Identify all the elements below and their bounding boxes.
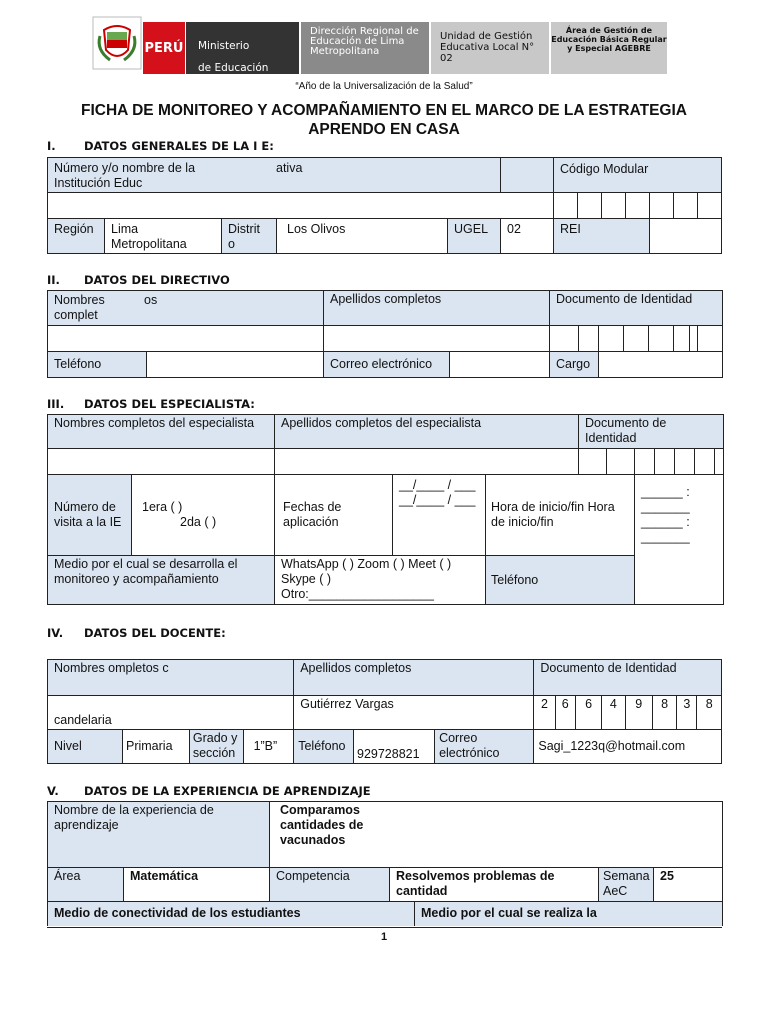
section-1-number: I.: [47, 139, 56, 153]
ugel-block: Unidad de Gestión Educativa Local N° 02: [431, 22, 549, 74]
doc-digit[interactable]: [675, 449, 695, 475]
directivo-nombres-label-cell: [48, 291, 324, 326]
directivo-telefono-label: Teléfono: [48, 352, 147, 378]
docente-nombre-value: candelaria: [48, 696, 294, 730]
ie-name-label: Número y/o nombre de la Institución Educ: [54, 161, 196, 190]
dni-digit: 3: [677, 696, 697, 730]
section-5-title: DATOS DE LA EXPERIENCIA DE APRENDIZAJE: [84, 784, 371, 798]
codigo-digit[interactable]: [650, 193, 674, 219]
semana-label: Semana AeC: [599, 868, 654, 902]
codigo-digit[interactable]: [626, 193, 650, 219]
section-1-heading: [47, 139, 647, 153]
doc-digit[interactable]: [550, 326, 579, 352]
codigo-digit[interactable]: [578, 193, 602, 219]
distrito-label: Distrit o: [222, 219, 277, 254]
region-value: Lima Metropolitana: [105, 219, 222, 254]
directivo-cargo-label: Cargo: [550, 352, 599, 378]
directivo-cargo-input[interactable]: [599, 352, 723, 378]
doc-digit[interactable]: [607, 449, 635, 475]
section-3-heading: [47, 397, 647, 411]
ie-table: [47, 157, 722, 254]
distrito-value: Los Olivos: [277, 219, 448, 254]
experiencia-nombre-label: Nombre de la experiencia de aprendizaje: [48, 802, 270, 868]
conectividad-label: Medio de conectividad de los estudiantes: [48, 902, 415, 926]
dre-block: Dirección Regional de Educación de Lima Metropolitana: [301, 22, 429, 74]
especialista-apellidos-input[interactable]: [275, 449, 579, 475]
doc-digit[interactable]: [579, 326, 599, 352]
directivo-nombres-label-b: os: [144, 293, 158, 307]
competencia-value: Resolvemos problemas de cantidad: [390, 868, 599, 902]
ugel-label: UGEL: [448, 219, 501, 254]
docente-apellido-value: Gutiérrez Vargas: [294, 696, 534, 730]
fechas-value[interactable]: __/____ / ___ __/____ / ___: [393, 475, 486, 556]
especialista-doc-label: Documento de Identidad: [579, 415, 724, 449]
directivo-table: [47, 290, 723, 378]
section-4-heading: [47, 626, 647, 640]
dni-digit: 9: [625, 696, 652, 730]
directivo-apellidos-label: Apellidos completos: [324, 291, 550, 326]
doc-digit[interactable]: [624, 326, 649, 352]
hora-label: Hora de inicio/fin Hora de inicio/fin: [486, 475, 635, 556]
section-2-number: II.: [47, 273, 60, 287]
directivo-correo-label: Correo electrónico: [324, 352, 450, 378]
experiencia-nombre-value: Comparamos cantidades de vacunados: [270, 802, 723, 868]
doc-digit[interactable]: [674, 326, 690, 352]
codigo-modular-label: Código Modular: [554, 158, 722, 193]
ugel-value: 02: [501, 219, 554, 254]
experiencia-table: [47, 801, 723, 926]
page-number: 1: [380, 931, 388, 943]
visita-options[interactable]: [132, 475, 275, 556]
docente-telefono-label: Teléfono: [294, 730, 354, 764]
doc-digit[interactable]: [579, 449, 607, 475]
especialista-nombres-label: Nombres completos del especialista: [48, 415, 275, 449]
section-2-heading: [47, 273, 647, 287]
dni-digit: 2: [534, 696, 555, 730]
section-4-title: DATOS DEL DOCENTE:: [84, 626, 226, 640]
page-cut-line: [47, 927, 722, 928]
dni-digit: 8: [652, 696, 676, 730]
especialista-table: [47, 414, 724, 605]
directivo-telefono-input[interactable]: [147, 352, 324, 378]
directivo-nombres-input[interactable]: [48, 326, 324, 352]
visita-option-1[interactable]: 1era ( ): [142, 500, 183, 514]
doc-digit[interactable]: [649, 326, 674, 352]
agebre-block: Área de Gestión de Educación Básica Regular y Especial AGEBRE: [551, 22, 667, 74]
codigo-digit[interactable]: [698, 193, 722, 219]
document-title: FICHA DE MONITOREO Y ACOMPAÑAMIENTO EN EL MARCO DE LA ESTRATEGIA APRENDO EN CASA: [81, 102, 687, 138]
semana-value: 25: [654, 868, 723, 902]
ie-name-label-cell: [48, 158, 501, 193]
especialista-nombres-input[interactable]: [48, 449, 275, 475]
codigo-digit[interactable]: [554, 193, 578, 219]
doc-digit[interactable]: [698, 326, 723, 352]
dni-digit: 8: [697, 696, 722, 730]
section-3-title: DATOS DEL ESPECIALISTA:: [84, 397, 255, 411]
doc-digit[interactable]: [599, 326, 624, 352]
docente-doc-label: Documento de Identidad: [534, 660, 722, 696]
area-label: Área: [48, 868, 124, 902]
docente-nombres-label: Nombres ompletos c: [48, 660, 294, 696]
section-5-number: V.: [47, 784, 59, 798]
especialista-apellidos-label: Apellidos completos del especialista: [275, 415, 579, 449]
peru-label: PERÚ: [143, 22, 185, 74]
doc-digit[interactable]: [695, 449, 715, 475]
section-3-number: III.: [47, 397, 65, 411]
grado-label: Grado y sección: [189, 730, 243, 764]
visita-option-2[interactable]: 2da ( ): [180, 515, 217, 529]
medio-label: Medio por el cual se desarrolla el monitoreo y acompañamiento: [48, 556, 275, 605]
ie-name-input[interactable]: [48, 193, 554, 219]
doc-digit[interactable]: [655, 449, 675, 475]
doc-digit[interactable]: [715, 449, 724, 475]
dni-digit: 6: [555, 696, 575, 730]
docente-telefono-value: 929728821: [354, 730, 435, 764]
ie-name-label-b: ativa: [276, 161, 303, 175]
dni-digit: 4: [602, 696, 625, 730]
visita-label: Número de visita a la IE: [48, 475, 132, 556]
directivo-doc-label: Documento de Identidad: [550, 291, 723, 326]
docente-correo-label: Correo electrónico: [435, 730, 534, 764]
codigo-digit[interactable]: [674, 193, 698, 219]
nivel-label: Nivel: [48, 730, 123, 764]
region-label: Región: [48, 219, 105, 254]
dni-digit: 6: [575, 696, 601, 730]
doc-digit[interactable]: [635, 449, 655, 475]
competencia-label: Competencia: [270, 868, 390, 902]
docente-correo-value: Sagi_1223q@hotmail.com: [534, 730, 722, 764]
rei-input[interactable]: [650, 219, 722, 254]
grado-value: 1”B”: [243, 730, 294, 764]
area-value: Matemática: [124, 868, 270, 902]
directivo-apellidos-input[interactable]: [324, 326, 550, 352]
hora-value[interactable]: ______ : _______ ______ : _______: [635, 475, 724, 605]
fechas-label: Fechas de aplicación: [275, 475, 393, 556]
codigo-digit[interactable]: [602, 193, 626, 219]
ministerio-block: [186, 22, 299, 74]
ie-blank-header: [501, 158, 554, 193]
ministerio-line1: Ministerio: [198, 40, 250, 52]
especialista-telefono-label: Teléfono: [486, 556, 635, 605]
section-1-title: DATOS GENERALES DE LA I E:: [84, 139, 274, 153]
doc-digit[interactable]: [690, 326, 698, 352]
rei-label: REI: [554, 219, 650, 254]
medio-realiza-label: Medio por el cual se realiza la: [415, 902, 723, 926]
year-slogan: “Año de la Universalización de la Salud”: [295, 81, 473, 92]
nivel-value: Primaria: [122, 730, 189, 764]
ministerio-line2: de Educación: [198, 62, 269, 74]
medio-options[interactable]: WhatsApp ( ) Zoom ( ) Meet ( ) Skype ( ) Otro:__________________: [275, 556, 486, 605]
section-5-heading: [47, 784, 647, 798]
section-4-number: IV.: [47, 626, 64, 640]
peru-crest-logo: [92, 16, 142, 70]
directivo-correo-input[interactable]: [450, 352, 550, 378]
directivo-nombres-label: Nombres complet: [54, 293, 105, 322]
section-2-title: DATOS DEL DIRECTIVO: [84, 273, 230, 287]
docente-table: [47, 659, 722, 764]
docente-apellidos-label: Apellidos completos: [294, 660, 534, 696]
